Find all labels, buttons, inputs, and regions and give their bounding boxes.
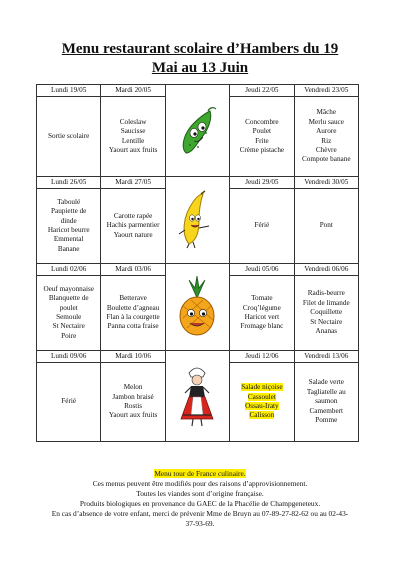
menu-item: Férié — [61, 397, 77, 406]
day-header: Mardi 20/05 — [101, 85, 165, 97]
day-header: Lundi 19/05 — [37, 85, 101, 97]
day-header: Jeudi 05/06 — [230, 264, 294, 276]
menu-item: Salade verte — [308, 378, 344, 387]
menu-item: Férié — [254, 221, 270, 230]
menu-item: Radis-beurre — [307, 289, 345, 298]
menu-item: Saucisse — [120, 127, 146, 136]
day-menu — [294, 276, 358, 351]
day-menu — [37, 97, 101, 177]
day-menu — [230, 363, 294, 442]
menu-item: Rostis — [124, 402, 143, 410]
menu-item: Blanquette de — [48, 294, 89, 303]
day-menu — [230, 276, 294, 351]
week-1-illustration — [165, 85, 229, 177]
day-menu — [230, 189, 294, 264]
day-menu — [101, 97, 165, 177]
menu-item: Frite — [255, 136, 269, 145]
banana-icon — [175, 190, 219, 250]
footer-line: En cas d’absence de votre enfant, merci de prévenir Mme de Bruyn au 07-89-27-82-62 ou au 02-43- — [51, 509, 349, 518]
menu-item: Fromage blanc — [240, 322, 284, 331]
menu-item: Flan à la courgette — [106, 313, 160, 321]
day-header: Vendredi 06/06 — [294, 264, 358, 276]
menu-item: Aurore — [316, 127, 337, 136]
menu-item: Melon — [123, 383, 143, 392]
menu-item: Poire — [61, 331, 77, 340]
dancer-icon — [175, 363, 219, 429]
day-header: Vendredi 30/05 — [294, 177, 358, 189]
cucumber-icon — [172, 103, 222, 159]
menu-item-highlighted: Ossau-Iraty — [245, 402, 279, 410]
day-menu — [294, 189, 358, 264]
menu-item: Yaourt nature — [113, 230, 153, 239]
menu-table — [36, 84, 359, 442]
menu-item: Coquillette — [310, 308, 343, 317]
day-header: Mardi 27/05 — [101, 177, 165, 189]
menu-item-highlighted: Calisson — [249, 411, 275, 420]
menu-item: Paupiette de — [51, 207, 87, 216]
menu-item: Concombre — [245, 117, 279, 126]
day-header: Jeudi 12/06 — [230, 351, 294, 363]
menu-item: Pomme — [315, 416, 338, 425]
menu-item: St Nectaire — [310, 317, 343, 326]
menu-item: Pont — [319, 221, 333, 230]
menu-item: Tagliatelle au — [306, 387, 346, 396]
week-1-header-row — [37, 85, 359, 97]
day-header: Jeudi 29/05 — [230, 177, 294, 189]
week-3-illustration — [165, 264, 229, 351]
menu-item: Panna cotta fraise — [107, 322, 159, 331]
day-menu — [294, 97, 358, 177]
menu-item: Emmental — [53, 235, 84, 244]
menu-item: Oeuf mayonnaise — [43, 284, 94, 293]
footer-line: Toutes les viandes sont d’origine française. — [136, 489, 264, 498]
menu-item: Merlu sauce — [308, 117, 344, 126]
day-menu — [101, 363, 165, 442]
menu-item: Lentille — [121, 136, 145, 145]
day-menu — [37, 189, 101, 264]
footer-line: 37-93-69. — [185, 519, 215, 528]
menu-item: Haricot vert — [244, 313, 280, 321]
day-header: Mardi 03/06 — [101, 264, 165, 276]
pineapple-icon — [173, 276, 221, 338]
day-menu — [101, 276, 165, 351]
menu-item-highlighted: Cassoulet — [247, 392, 276, 401]
menu-item: Riz — [321, 136, 332, 145]
day-menu — [101, 189, 165, 264]
menu-item: Croq’légume — [242, 303, 281, 312]
footer-line: Produits biologiques en provenance du GAEC de la Phacélie de Champgeneteux. — [79, 499, 321, 508]
menu-item: Semoule — [56, 313, 82, 321]
menu-item: Haricot beurre — [47, 226, 90, 234]
menu-item: Ananas — [315, 327, 338, 336]
menu-title-line-2: Mai au 13 Juin — [151, 60, 249, 76]
menu-item: Hachis parmentier — [106, 221, 160, 230]
day-header: Vendredi 13/06 — [294, 351, 358, 363]
menu-item: Carotte rapée — [113, 211, 153, 220]
menu-item: Compote banane — [302, 155, 351, 164]
menu-item: saumon — [315, 397, 338, 406]
day-header: Mardi 10/06 — [101, 351, 165, 363]
day-menu — [37, 363, 101, 442]
week-3-header-row — [37, 264, 359, 276]
menu-title — [0, 40, 400, 78]
day-header: Lundi 09/06 — [37, 351, 101, 363]
menu-item: Banane — [57, 244, 80, 253]
menu-title-line-1: Menu restaurant scolaire d’Hambers du 19 — [61, 41, 339, 57]
menu-item-highlighted: Salade niçoise — [241, 383, 283, 392]
menu-item: Chèvre — [315, 145, 337, 154]
week-4-header-row — [37, 351, 359, 363]
menu-item: Jambon braisé — [112, 392, 154, 401]
menu-item: Mâche — [316, 108, 337, 117]
menu-item: Camembert — [309, 406, 344, 415]
footer-notes — [28, 469, 372, 529]
week-4-illustration — [165, 351, 229, 442]
day-menu — [230, 97, 294, 177]
menu-item: dinde — [60, 216, 77, 225]
menu-item: Tomate — [251, 294, 273, 303]
menu-item: Filet de limande — [302, 298, 350, 307]
menu-item: Taboulé — [57, 197, 81, 206]
day-menu — [37, 276, 101, 351]
week-2-header-row — [37, 177, 359, 189]
menu-item: Crème pistache — [239, 145, 285, 154]
menu-item: poulet — [59, 303, 78, 312]
menu-item: Yaourt aux fruits — [108, 411, 158, 420]
day-menu — [294, 363, 358, 442]
day-header: Vendredi 23/05 — [294, 85, 358, 97]
footer-highlight: Menu tour de France culinaire. — [154, 469, 246, 478]
menu-item: Coleslaw — [119, 117, 147, 126]
menu-item: Sortie scolaire — [48, 131, 90, 140]
footer-line: Ces menus peuvent être modifiés pour des raisons d’approvisionnement. — [92, 479, 308, 488]
menu-item: Betterave — [119, 294, 147, 303]
day-header: Lundi 02/06 — [37, 264, 101, 276]
week-2-illustration — [165, 177, 229, 264]
day-header: Jeudi 22/05 — [230, 85, 294, 97]
day-header: Lundi 26/05 — [37, 177, 101, 189]
menu-item: Poulet — [252, 127, 272, 136]
menu-item: Boulette d’agneau — [106, 303, 160, 312]
menu-item: Yaourt aux fruits — [108, 145, 158, 154]
menu-item: St Nectaire — [52, 322, 85, 331]
